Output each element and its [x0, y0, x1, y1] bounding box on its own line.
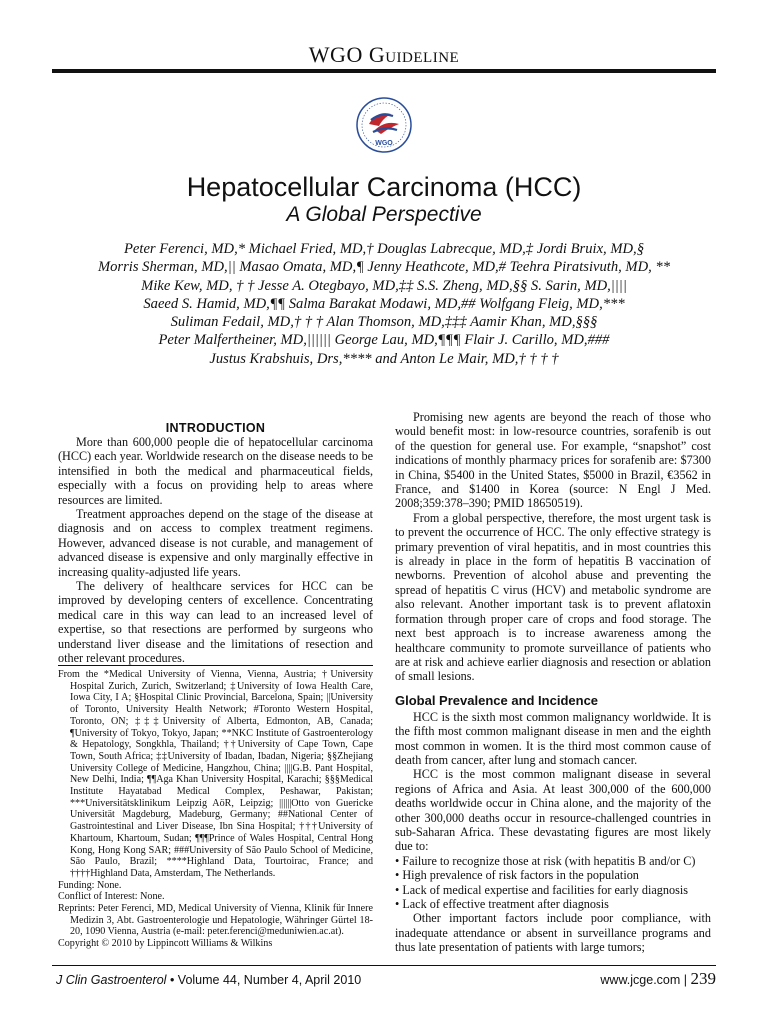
funding-text: Funding: None.	[58, 879, 122, 891]
header-rule	[52, 69, 716, 73]
body-paragraph: More than 600,000 people die of hepatocellular carcinoma (HCC) each year. Worldwide research on the disease needs to be intensified in both the medical and pharmaceutical fields, especially with a focus on providing help to areas where resources are limited.	[58, 435, 373, 507]
article-subtitle: A Global Perspective	[286, 203, 482, 226]
logo-text: WGO	[375, 140, 393, 147]
left-column	[58, 421, 373, 666]
list-item: • Failure to recognize those at risk (with hepatitis B and/or C)	[395, 853, 696, 868]
author-line: Peter Malfertheiner, MD,|||||| George Lau, MD,¶¶¶ Flair J. Carillo, MD,###	[158, 332, 610, 349]
website-link[interactable]: www.jcge.com	[600, 973, 681, 987]
right-column	[395, 410, 711, 955]
bullet-text: Failure to recognize those at risk (with hepatitis B and/or C)	[402, 853, 696, 868]
author-line: Suliman Fedail, MD,† † † Alan Thomson, MD,‡‡‡ Aamir Khan, MD,§§§	[170, 314, 598, 331]
article-title: Hepatocellular Carcinoma (HCC)	[186, 172, 582, 202]
bullet-text: Lack of effective treatment after diagnosis	[402, 897, 609, 911]
reprints-text: Reprints: Peter Ferenci, MD, Medical University of Vienna, Klinik für Innere Medizin 3, Abt. Gastroenterologie und Hepatologie, Währinger Gürtel 18-20, 1090 Vienna, Austria (e-mail: peter.ferenci@meduniwien.ac.at).	[58, 903, 373, 938]
footer-rule	[52, 965, 716, 966]
author-line: Justus Krabshuis, Drs,**** and Anton Le Mair, MD,† † † †	[209, 350, 559, 367]
body-paragraph: HCC is the sixth most common malignancy worldwide. It is the fifth most common malignant disease in men and the eighth most common in women. It is the third most common cause of death from cancer, after lung and stomach cancer.	[395, 709, 711, 767]
copyright-text: Copyright © 2010 by Lippincott Williams & Wilkins	[58, 938, 273, 950]
footer-page-info: www.jcge.com | 239	[600, 969, 716, 988]
author-list	[56, 240, 712, 368]
bullet-list	[395, 854, 711, 912]
author-line: Mike Kew, MD, † † Jesse A. Otegbayo, MD,‡‡ S.S. Zheng, MD,§§ S. Sarin, MD,||||	[141, 277, 627, 294]
body-paragraph: Other important factors include poor compliance, with inadequate attendance or absent in surveillance programs and thus late presentation of patients with large tumors;	[395, 911, 711, 955]
journal-name: J Clin Gastroenterol	[56, 973, 167, 987]
footer-citation	[56, 973, 361, 987]
body-paragraph: Promising new agents are beyond the reach of those who would benefit most: in low-resource countries, sorafenib is out of the question for general use. For example, “snapshot” cost indications of monthly pharmacy prices for sorafenib are: $7300 in China, $5400 in the United States, $5000 in Brazil, €3562 in France, and $1400 in Korea (source: N Engl J Med. 2008;359:378–390; PMID 18650519).	[395, 410, 711, 511]
body-paragraph: Treatment approaches depend on the stage of the disease at diagnosis and on access to complex treatment regimens. However, advanced disease is not curable, and management of advanced disease is expensive and only marginally effective in increasing quality-adjusted life years.	[58, 507, 373, 579]
journal-section-header	[0, 42, 768, 68]
page-number: 239	[690, 969, 716, 988]
bullet-text: High prevalence of risk factors in the population	[402, 868, 639, 883]
affiliations-footnote	[58, 669, 373, 950]
issue-info: • Volume 44, Number 4, April 2010	[166, 973, 362, 987]
list-item: • Lack of effective treatment after diagnosis	[395, 897, 609, 911]
author-line: Saeed S. Hamid, MD,¶¶ Salma Barakat Modawi, MD,## Wolfgang Fleig, MD,***	[143, 295, 625, 312]
conflict-text: Conflict of Interest: None.	[58, 891, 165, 903]
section-heading: Global Prevalence and Incidence	[395, 692, 599, 708]
wgo-logo	[355, 96, 413, 154]
body-paragraph: From a global perspective, therefore, the most urgent task is to prevent the occurrence of HCC. The only effective strategy is primary prevention of viral hepatitis, and in most countries this is already in place in the form of hepatitis B vaccination of newborns. Prevention of alcohol abuse and preventing the spread of hepatitis C virus (HCV) and metabolic syndrome are also relevant. Another important task is to prevent aflatoxin formation through proper care of crops and food storage. The next best approach is to increase awareness among the healthcare community to promote surveillance of patients who are at risk and achieve earlier diagnosis and resection or ablation of small lesions.	[395, 510, 711, 684]
list-item: • High prevalence of risk factors in the population	[395, 868, 639, 883]
section-header-text: WGO Guideline	[308, 42, 460, 67]
body-paragraph: HCC is the most common malignant disease in several regions of Africa and Asia. At least 300,000 of the 600,000 deaths worldwide occur in China alone, and the majority of the other 300,000 deaths occur in resource-challenged countries in sub-Saharan Africa. These devastating figures are most likely due to:	[395, 767, 711, 854]
body-paragraph: The delivery of healthcare services for HCC can be improved by developing centers of excellence. Concentrating medical care in this way can lead to an increased level of expertise, so that resections are performed by surgeons who understand liver disease and the limitations of resection and other relevant procedures.	[58, 579, 373, 666]
affiliation-rule	[58, 665, 373, 666]
bullet-text: Lack of medical expertise and facilities for early diagnosis	[402, 882, 688, 897]
introduction-heading: INTRODUCTION	[165, 421, 266, 435]
author-line: Morris Sherman, MD,|| Masao Omata, MD,¶ Jenny Heathcote, MD,# Teehra Piratsivuth, MD, **	[97, 259, 671, 276]
list-item: • Lack of medical expertise and facilities for early diagnosis	[395, 882, 688, 897]
author-line: Peter Ferenci, MD,* Michael Fried, MD,† Douglas Labrecque, MD,‡ Jordi Bruix, MD,§	[124, 241, 644, 257]
affiliations-text: From the *Medical University of Vienna, Vienna, Austria; †University Hospital Zurich, Zurich, Switzerland; ‡University of Iowa Health Care, Iowa City, I A; §Hospital Clinic Provincial, Barcelona, Spain; ||University of Toronto, University Health Network; #Toronto Western Hospital, Toronto, ON; ‡‡‡University of Alberta, Edmonton, AB, Canada; ¶University of Tokyo, Tokyo, Japan; **NKC Institute of Gastroenterology & Hepatology, Songkhla, Thailand; ††University of Cape Town, Cape Town, South Africa; ‡‡University of Ibadan, Ibadan, Nigeria; §§Zhejiang University College of Medicine, Hangzhou, China; ||||G.B. Pant Hospital, New Delhi, India; ¶¶Aga Khan University Hospital, Karachi; §§§Medical Institute Hayatabad Medical Complex, Peshawar, Pakistan; ***Universitätsklinikum Leipzig AöR, Leipzig; ||||||Otto von Guericke Universität Magdeburg, Madeburg, Germany; ##National Center of Gastrointestinal and Liver Disease, Ibn Sina Hospital; †††University of Khartoum, Khartoum, Sudan; ¶¶¶Prince of Wales Hospital, Central Hong Kong, Hong Kong SAR; ###University of São Paulo School of Medicine, São Paulo, Brazil; ****Highland Data, Tourtoirac, France; and ††††Highland Data, Amsterdam, The Netherlands.	[58, 669, 373, 879]
